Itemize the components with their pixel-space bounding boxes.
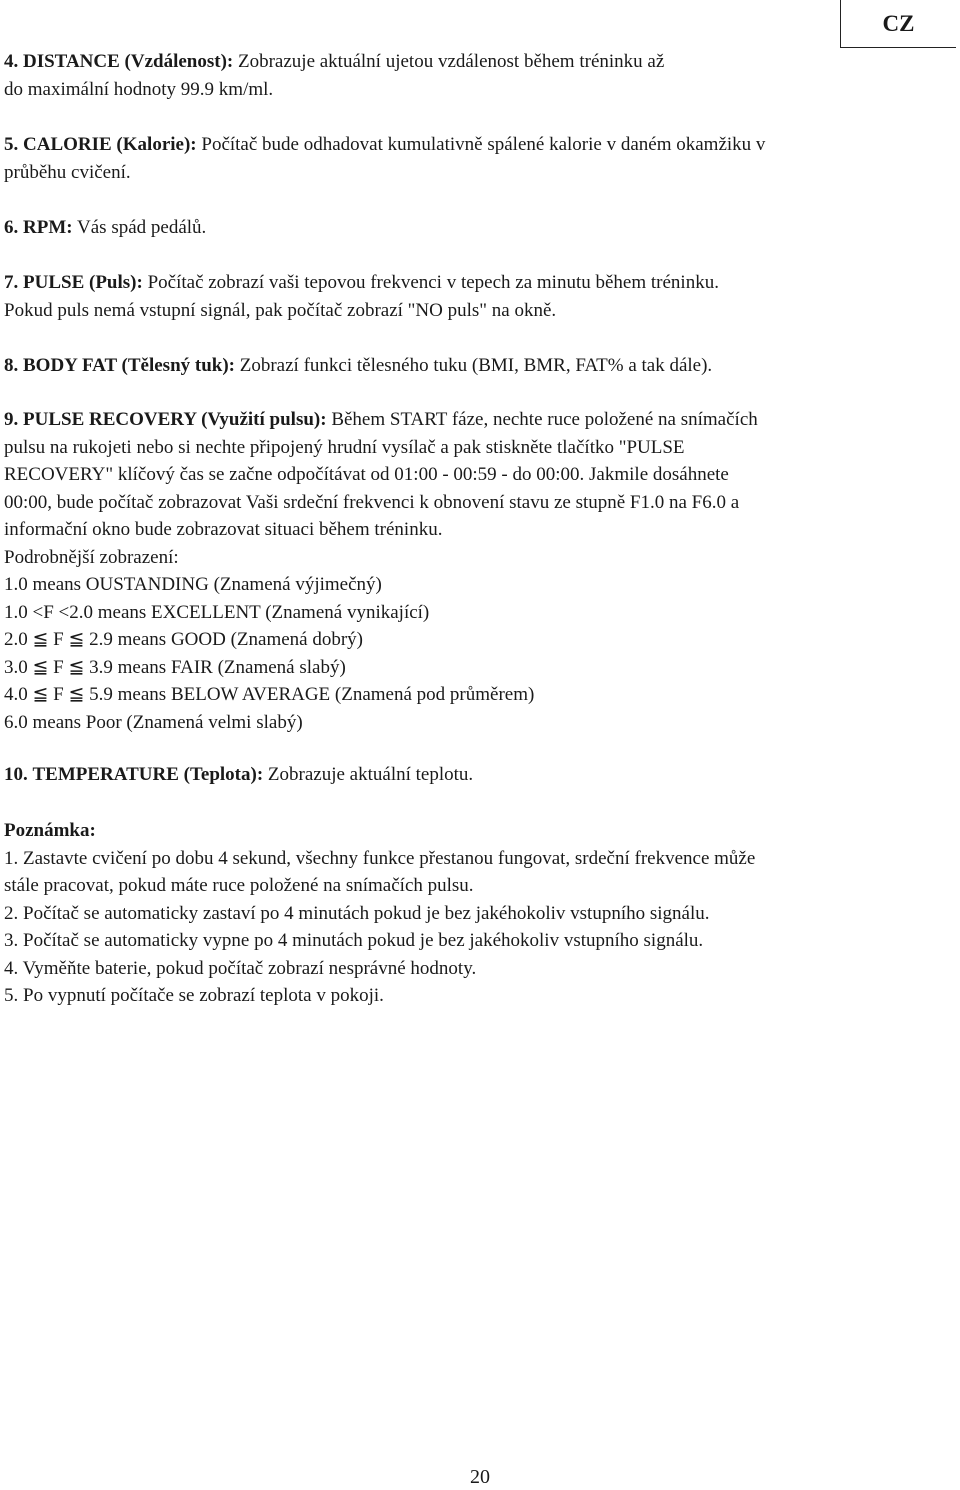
item-text: Zobrazí funkci tělesného tuku (BMI, BMR, FAT% a tak dále). (239, 355, 713, 376)
note-title: Poznámka: (4, 820, 96, 841)
item-distance (4, 48, 954, 103)
item-text: Počítač zobrazí vaši tepovou frekvenci v tepech za minutu během tréninku. (147, 272, 719, 293)
item-title: CALORIE (Kalorie): (23, 134, 197, 155)
item-calorie (4, 131, 954, 186)
item-bodyfat (4, 352, 954, 380)
recovery-line: pulsu na rukojeti nebo si nechte připojený hrudní vysílač a pak stiskněte tlačítko "PULSE (4, 436, 685, 458)
item-number: 5. (4, 134, 19, 155)
note-line: 5. Po vypnutí počítače se zobrazí teplota v pokoji. (4, 985, 384, 1006)
note-line: stále pracovat, pokud máte ruce položené na snímačích pulsu. (4, 875, 474, 896)
item-number: 4. (4, 51, 19, 72)
item-text-continued: do maximální hodnoty 99.9 km/ml. (4, 78, 274, 100)
note-line: 1. Zastavte cvičení po dobu 4 sekund, všechny funkce přestanou fungovat, srdeční frekvence může (4, 847, 756, 869)
item-number: 6. (4, 217, 19, 238)
item-title: RPM: (23, 217, 73, 238)
recovery-line: RECOVERY" klíčový čas se začne odpočítávat od 01:00 - 00:59 - do 00:00. Jakmile dosáhnete (4, 464, 729, 485)
item-text-continued: Pokud puls nemá vstupní signál, pak počítač zobrazí "NO puls" na okně. (4, 299, 557, 321)
note-section (4, 817, 954, 1010)
item-text: Zobrazuje aktuální ujetou vzdálenost během tréninku až (237, 51, 665, 72)
item-number: 10. (4, 764, 28, 785)
item-number: 9. (4, 409, 19, 430)
item-temperature (4, 761, 954, 789)
item-rpm (4, 214, 954, 242)
item-title: BODY FAT (Tělesný tuk): (23, 355, 235, 376)
note-line: 3. Počítač se automaticky vypne po 4 minutách pokud je bez jakéhokoliv vstupního signálu. (4, 930, 704, 951)
recovery-line: 00:00, bude počítač zobrazovat Vaši srdeční frekvenci k obnovení stavu ze stupně F1.0 na F6.0 a (4, 491, 740, 513)
recovery-level: 3.0 ≦ F ≦ 3.9 means FAIR (Znamená slabý) (4, 656, 346, 678)
item-title: PULSE RECOVERY (Využití pulsu): (23, 409, 327, 430)
item-text: Počítač bude odhadovat kumulativně spálené kalorie v daném okamžiku v (201, 134, 766, 155)
item-text-continued: průběhu cvičení. (4, 161, 131, 183)
recovery-line: Podrobnější zobrazení: (4, 546, 179, 568)
item-number: 8. (4, 355, 19, 376)
item-title: TEMPERATURE (Teplota): (32, 764, 264, 785)
item-text: Vás spád pedálů. (77, 217, 207, 238)
language-tag: CZ (840, 0, 956, 48)
note-line: 4. Vyměňte baterie, pokud počítač zobrazí nesprávné hodnoty. (4, 957, 477, 979)
recovery-level: 6.0 means Poor (Znamená velmi slabý) (4, 711, 303, 733)
item-pulse (4, 269, 954, 324)
item-number: 7. (4, 272, 19, 293)
item-title: DISTANCE (Vzdálenost): (23, 51, 234, 72)
page-number: 20 (470, 1466, 490, 1488)
item-text: Zobrazuje aktuální teplotu. (267, 764, 474, 785)
recovery-level: 1.0 <F <2.0 means EXCELLENT (Znamená vynikající) (4, 601, 430, 623)
item-title: PULSE (Puls): (23, 272, 143, 293)
recovery-line: informační okno bude zobrazovat situaci během tréninku. (4, 519, 443, 540)
item-text: Během START fáze, nechte ruce položené na snímačích (331, 409, 758, 430)
recovery-level: 1.0 means OUSTANDING (Znamená výjimečný) (4, 574, 382, 595)
item-pulse-recovery (4, 406, 954, 736)
recovery-level: 4.0 ≦ F ≦ 5.9 means BELOW AVERAGE (Znamená pod průměrem) (4, 684, 535, 705)
note-line: 2. Počítač se automaticky zastaví po 4 minutách pokud je bez jakéhokoliv vstupního signálu. (4, 902, 710, 924)
recovery-level: 2.0 ≦ F ≦ 2.9 means GOOD (Znamená dobrý) (4, 629, 363, 650)
